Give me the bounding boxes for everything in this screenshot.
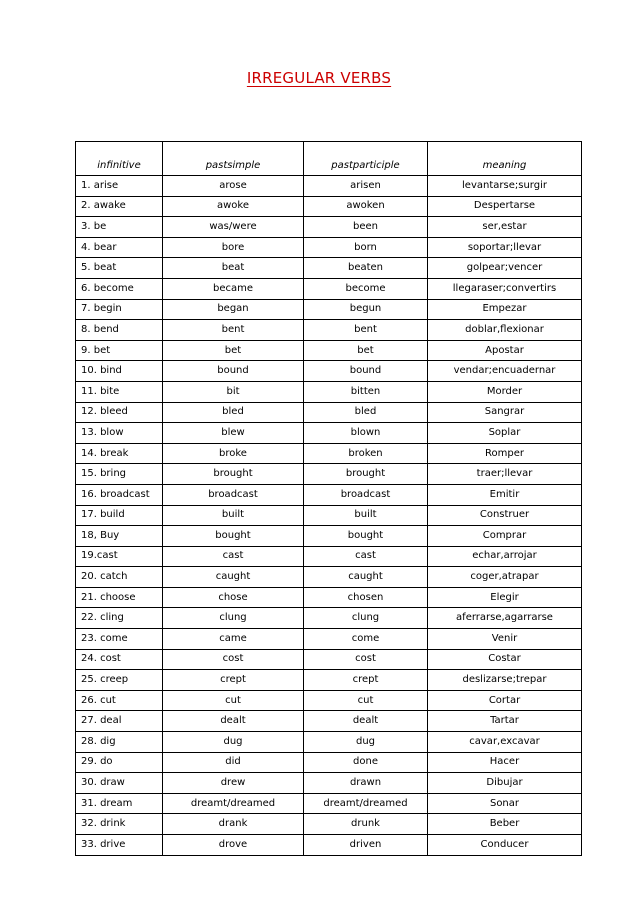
table-row <box>76 732 582 753</box>
table-row <box>76 608 582 629</box>
cell-meaning: Romper <box>428 443 582 464</box>
cell-past-participle: born <box>304 237 428 258</box>
cell-meaning: Beber <box>428 814 582 835</box>
cell-infinitive: 13. blow <box>76 423 163 444</box>
cell-infinitive: 20. catch <box>76 567 163 588</box>
cell-infinitive: 23. come <box>76 629 163 650</box>
cell-meaning: Elegir <box>428 587 582 608</box>
table-header-row <box>76 142 582 176</box>
cell-past-participle: cut <box>304 690 428 711</box>
table-row <box>76 484 582 505</box>
cell-past-participle: bought <box>304 526 428 547</box>
cell-meaning: Comprar <box>428 526 582 547</box>
cell-infinitive: 2. awake <box>76 196 163 217</box>
cell-meaning: Emitir <box>428 484 582 505</box>
table-row <box>76 793 582 814</box>
cell-past-simple: bet <box>163 340 304 361</box>
cell-past-participle: drunk <box>304 814 428 835</box>
cell-past-participle: dug <box>304 732 428 753</box>
cell-past-simple: bore <box>163 237 304 258</box>
table-row <box>76 217 582 238</box>
cell-past-simple: cast <box>163 546 304 567</box>
cell-past-simple: drove <box>163 835 304 856</box>
cell-meaning: llegaraser;convertirs <box>428 278 582 299</box>
cell-past-participle: become <box>304 278 428 299</box>
cell-meaning: ser,estar <box>428 217 582 238</box>
table-row <box>76 773 582 794</box>
table-row <box>76 649 582 670</box>
cell-infinitive: 14. break <box>76 443 163 464</box>
cell-infinitive: 28. dig <box>76 732 163 753</box>
cell-past-simple: bound <box>163 361 304 382</box>
cell-meaning: Sonar <box>428 793 582 814</box>
header-pastparticiple: pastparticiple <box>304 142 428 176</box>
cell-infinitive: 27. deal <box>76 711 163 732</box>
cell-infinitive: 29. do <box>76 752 163 773</box>
cell-past-participle: built <box>304 505 428 526</box>
cell-past-simple: was/were <box>163 217 304 238</box>
cell-meaning: Hacer <box>428 752 582 773</box>
cell-past-participle: begun <box>304 299 428 320</box>
cell-meaning: Construer <box>428 505 582 526</box>
cell-past-participle: dealt <box>304 711 428 732</box>
cell-past-participle: driven <box>304 835 428 856</box>
cell-past-participle: beaten <box>304 258 428 279</box>
cell-meaning: Soplar <box>428 423 582 444</box>
header-infinitive: infinitive <box>76 142 163 176</box>
cell-infinitive: 18, Buy <box>76 526 163 547</box>
cell-past-participle: cost <box>304 649 428 670</box>
cell-past-simple: did <box>163 752 304 773</box>
cell-past-simple: bent <box>163 320 304 341</box>
cell-infinitive: 11. bite <box>76 381 163 402</box>
table-row <box>76 546 582 567</box>
table-row <box>76 340 582 361</box>
cell-past-participle: done <box>304 752 428 773</box>
cell-meaning: Tartar <box>428 711 582 732</box>
cell-past-simple: began <box>163 299 304 320</box>
page-title: IRREGULAR VERBS <box>246 69 392 87</box>
table-row <box>76 505 582 526</box>
cell-past-simple: became <box>163 278 304 299</box>
cell-meaning: Costar <box>428 649 582 670</box>
cell-infinitive: 15. bring <box>76 464 163 485</box>
table-row <box>76 361 582 382</box>
cell-infinitive: 33. drive <box>76 835 163 856</box>
cell-past-simple: bit <box>163 381 304 402</box>
cell-meaning: Despertarse <box>428 196 582 217</box>
cell-past-participle: bet <box>304 340 428 361</box>
table-row <box>76 587 582 608</box>
cell-past-participle: bent <box>304 320 428 341</box>
table-row <box>76 814 582 835</box>
table-row <box>76 752 582 773</box>
cell-infinitive: 32. drink <box>76 814 163 835</box>
cell-past-simple: cut <box>163 690 304 711</box>
cell-meaning: Cortar <box>428 690 582 711</box>
cell-past-participle: broken <box>304 443 428 464</box>
cell-past-participle: awoken <box>304 196 428 217</box>
cell-infinitive: 31. dream <box>76 793 163 814</box>
cell-meaning: coger,atrapar <box>428 567 582 588</box>
header-meaning: meaning <box>428 142 582 176</box>
cell-meaning: echar,arrojar <box>428 546 582 567</box>
cell-past-simple: dug <box>163 732 304 753</box>
table-row <box>76 670 582 691</box>
cell-past-simple: drank <box>163 814 304 835</box>
cell-past-participle: come <box>304 629 428 650</box>
cell-infinitive: 1. arise <box>76 176 163 197</box>
cell-past-participle: drawn <box>304 773 428 794</box>
cell-past-simple: awoke <box>163 196 304 217</box>
cell-infinitive: 6. become <box>76 278 163 299</box>
table-row <box>76 711 582 732</box>
table-row <box>76 567 582 588</box>
table-row <box>76 278 582 299</box>
cell-meaning: Empezar <box>428 299 582 320</box>
cell-infinitive: 7. begin <box>76 299 163 320</box>
cell-infinitive: 16. broadcast <box>76 484 163 505</box>
cell-meaning: doblar,flexionar <box>428 320 582 341</box>
table-row <box>76 464 582 485</box>
cell-meaning: traer;llevar <box>428 464 582 485</box>
cell-past-simple: cost <box>163 649 304 670</box>
header-pastsimple: pastsimple <box>163 142 304 176</box>
cell-infinitive: 22. cling <box>76 608 163 629</box>
cell-meaning: vendar;encuadernar <box>428 361 582 382</box>
cell-past-simple: came <box>163 629 304 650</box>
cell-past-participle: blown <box>304 423 428 444</box>
cell-infinitive: 26. cut <box>76 690 163 711</box>
cell-past-simple: crept <box>163 670 304 691</box>
cell-infinitive: 30. draw <box>76 773 163 794</box>
cell-past-simple: beat <box>163 258 304 279</box>
table-row <box>76 423 582 444</box>
cell-meaning: levantarse;surgir <box>428 176 582 197</box>
table-row <box>76 258 582 279</box>
cell-past-participle: bled <box>304 402 428 423</box>
cell-past-simple: broadcast <box>163 484 304 505</box>
cell-meaning: Apostar <box>428 340 582 361</box>
cell-infinitive: 5. beat <box>76 258 163 279</box>
cell-past-participle: brought <box>304 464 428 485</box>
cell-infinitive: 21. choose <box>76 587 163 608</box>
cell-past-participle: been <box>304 217 428 238</box>
cell-past-simple: caught <box>163 567 304 588</box>
cell-past-simple: chose <box>163 587 304 608</box>
cell-past-simple: broke <box>163 443 304 464</box>
table-row <box>76 320 582 341</box>
cell-past-simple: clung <box>163 608 304 629</box>
table-row <box>76 690 582 711</box>
cell-past-participle: chosen <box>304 587 428 608</box>
cell-meaning: Morder <box>428 381 582 402</box>
table-row <box>76 835 582 856</box>
table-row <box>76 526 582 547</box>
cell-infinitive: 17. build <box>76 505 163 526</box>
cell-meaning: cavar,excavar <box>428 732 582 753</box>
cell-past-participle: crept <box>304 670 428 691</box>
table-row <box>76 176 582 197</box>
cell-past-simple: dreamt/dreamed <box>163 793 304 814</box>
cell-past-simple: drew <box>163 773 304 794</box>
cell-infinitive: 19.cast <box>76 546 163 567</box>
cell-past-simple: bled <box>163 402 304 423</box>
cell-meaning: Dibujar <box>428 773 582 794</box>
cell-past-participle: broadcast <box>304 484 428 505</box>
cell-infinitive: 4. bear <box>76 237 163 258</box>
cell-meaning: Venir <box>428 629 582 650</box>
cell-past-simple: built <box>163 505 304 526</box>
cell-past-participle: dreamt/dreamed <box>304 793 428 814</box>
table-row <box>76 402 582 423</box>
cell-meaning: deslizarse;trepar <box>428 670 582 691</box>
cell-infinitive: 25. creep <box>76 670 163 691</box>
cell-past-participle: caught <box>304 567 428 588</box>
cell-past-participle: clung <box>304 608 428 629</box>
table-row <box>76 629 582 650</box>
cell-past-simple: brought <box>163 464 304 485</box>
cell-infinitive: 24. cost <box>76 649 163 670</box>
cell-meaning: Conducer <box>428 835 582 856</box>
cell-past-participle: bitten <box>304 381 428 402</box>
cell-meaning: soportar;llevar <box>428 237 582 258</box>
cell-infinitive: 9. bet <box>76 340 163 361</box>
cell-meaning: Sangrar <box>428 402 582 423</box>
table-row <box>76 237 582 258</box>
table-row <box>76 381 582 402</box>
cell-infinitive: 10. bind <box>76 361 163 382</box>
cell-infinitive: 12. bleed <box>76 402 163 423</box>
cell-infinitive: 8. bend <box>76 320 163 341</box>
cell-past-participle: cast <box>304 546 428 567</box>
table-row <box>76 196 582 217</box>
cell-past-participle: bound <box>304 361 428 382</box>
verbs-table <box>75 141 582 856</box>
verbs-table-body <box>76 176 582 856</box>
table-row <box>76 443 582 464</box>
table-row <box>76 299 582 320</box>
cell-meaning: golpear;vencer <box>428 258 582 279</box>
cell-meaning: aferrarse,agarrarse <box>428 608 582 629</box>
cell-past-simple: blew <box>163 423 304 444</box>
cell-infinitive: 3. be <box>76 217 163 238</box>
cell-past-simple: bought <box>163 526 304 547</box>
cell-past-simple: dealt <box>163 711 304 732</box>
cell-past-simple: arose <box>163 176 304 197</box>
cell-past-participle: arisen <box>304 176 428 197</box>
